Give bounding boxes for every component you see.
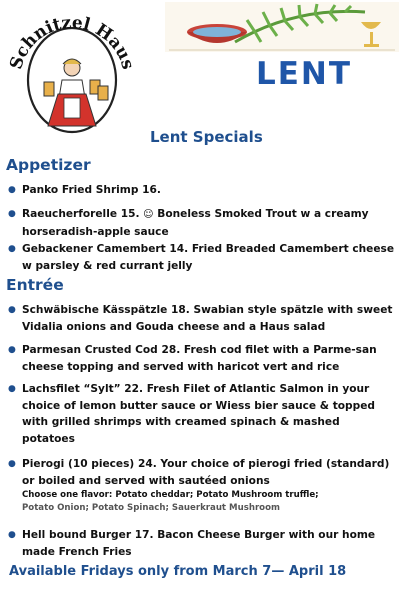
entree-item-text: Hell bound Burger 17. Bacon Cheese Burger with our home made French Fries — [22, 529, 376, 558]
bullet-icon: ● — [8, 459, 16, 469]
appetizer-item — [8, 241, 396, 274]
entree-item — [8, 456, 396, 515]
schnitzel-haus-logo — [2, 2, 138, 136]
smiley-icon: ☺ — [143, 209, 154, 220]
entree-item-text: Lachsfilet “Sylt” 22. Fresh Filet of Atlantic Salmon in your choice of lemon butter sauce or Wiess bier sauce & topped with grilled shrimps with creamed spinach & mashed potatoes — [22, 383, 375, 445]
entree-item — [8, 342, 396, 375]
specials-title: Lent Specials — [150, 128, 263, 146]
flavor-options-more: Potato Onion; Potato Spinach; Sauerkraut Mushroom — [22, 503, 280, 513]
appetizer-item — [8, 206, 396, 240]
bullet-icon: ● — [8, 244, 16, 254]
appetizer-item-text: Panko Fried Shrimp 16. — [22, 184, 161, 196]
appetizer-item — [8, 182, 396, 199]
item-description: Boneless Smoked Trout w a creamy horseradish-apple sauce — [22, 208, 369, 238]
flavor-options: Choose one flavor: Potato cheddar; Potato Mushroom truffle; — [22, 490, 319, 500]
appetizer-item-text: Gebackener Camembert 14. Fried Breaded Camembert cheese w parsley & red currant jelly — [22, 243, 395, 272]
entree-item-text: Parmesan Crusted Cod 28. Fresh cod filet with a Parme-san cheese topping and served with haricot vert and rice — [22, 344, 377, 373]
appetizer-heading: Appetizer — [6, 156, 91, 174]
logo-text: Schnitzel Haus — [6, 12, 138, 72]
bullet-icon: ● — [8, 384, 16, 394]
entree-heading: Entrée — [6, 276, 64, 294]
entree-item-text: Schwäbische Kässpätzle 18. Swabian style spätzle with sweet Vidalia onions and Gouda cheese and a Haus salad — [22, 304, 393, 333]
entree-item — [8, 527, 396, 560]
availability-note: Available Fridays only from March 7— April 18 — [9, 564, 347, 579]
bullet-icon: ● — [8, 209, 16, 219]
appetizer-item-text — [22, 206, 396, 240]
bullet-icon: ● — [8, 305, 16, 315]
bullet-icon: ● — [8, 185, 16, 195]
entree-item — [8, 302, 396, 335]
entree-item-text: Pierogi (10 pieces) 24. Your choice of pierogi fried (standard) or boiled and served with sautéed onions — [22, 458, 390, 487]
bullet-icon: ● — [8, 345, 16, 355]
item-name: Raeucherforelle 15. — [22, 208, 144, 220]
bullet-icon: ● — [8, 530, 16, 540]
lent-title: LENT — [255, 56, 353, 92]
entree-item — [8, 381, 396, 447]
